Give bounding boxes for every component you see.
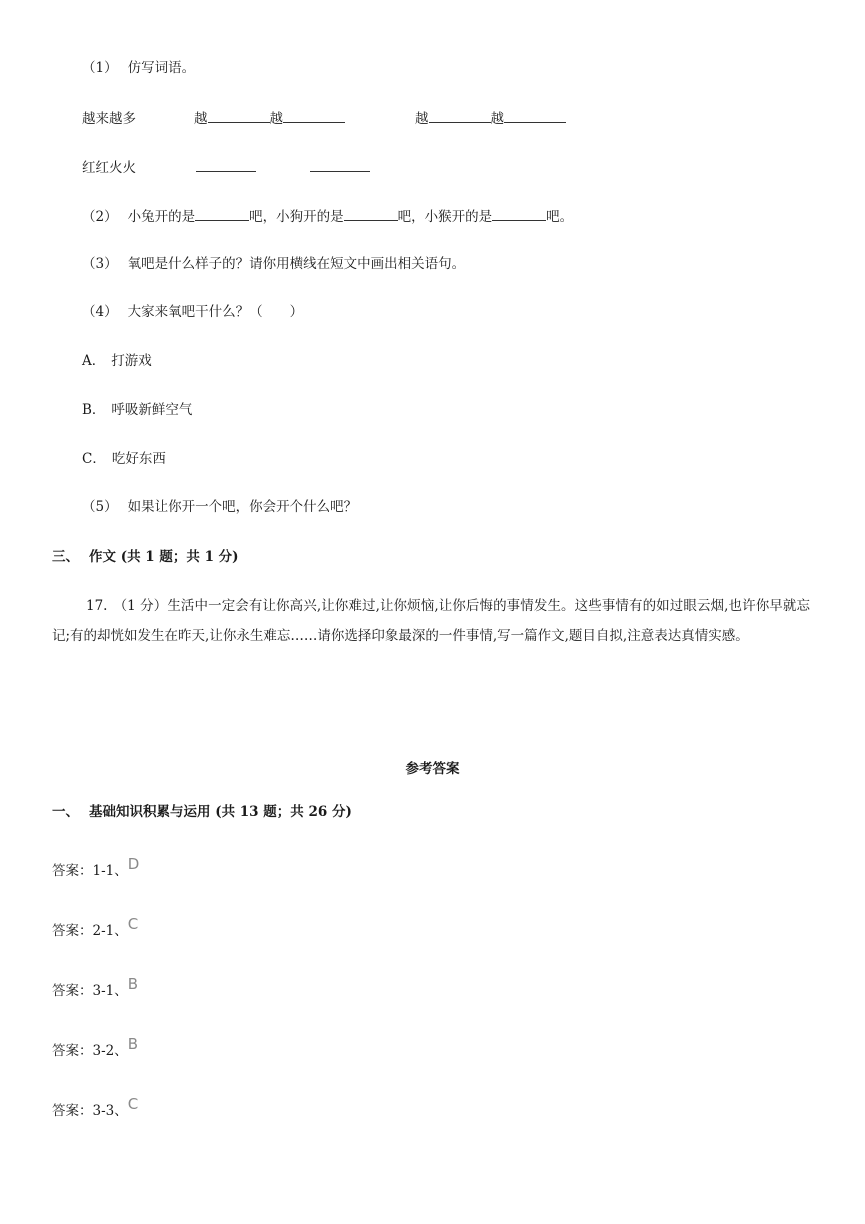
question-text: 氧吧是什么样子的？请你用横线在短文中画出相关语句。 — [127, 256, 466, 272]
answer-value: B — [127, 1035, 139, 1053]
fill-blank — [344, 205, 398, 221]
answer-value: C — [127, 1095, 139, 1113]
fill-blank — [196, 156, 256, 172]
question-points: （1 分） — [113, 598, 168, 614]
answer-value: D — [127, 855, 140, 873]
question-label: （4） — [82, 304, 118, 320]
question-text: 小兔开的是 — [127, 209, 196, 225]
word-part: 越 — [415, 111, 429, 127]
question-text: 吧。 — [546, 209, 574, 225]
option-text: 呼吸新鲜空气 — [111, 402, 193, 418]
fill-blank — [429, 107, 491, 123]
answer-item — [52, 915, 139, 941]
answer-item — [52, 855, 140, 881]
word-part: 越 — [490, 111, 504, 127]
fill-blank — [504, 107, 566, 123]
imitation-row-1 — [82, 107, 566, 129]
imitation-row-2 — [82, 156, 370, 178]
fill-blank — [195, 205, 249, 221]
answer-item — [52, 1035, 139, 1061]
example-word: 红红火火 — [82, 160, 136, 176]
question-1 — [82, 58, 195, 78]
answer-label: 答案：2-1、 — [52, 923, 128, 939]
answer-item — [52, 1095, 139, 1121]
question-4 — [82, 302, 303, 322]
option-text: 吃好东西 — [111, 451, 166, 467]
fill-blank — [310, 156, 370, 172]
question-17 — [52, 591, 810, 651]
fill-blank — [208, 107, 270, 123]
question-text: 如果让你开一个吧，你会开个什么吧？ — [127, 499, 358, 515]
answer-value: B — [127, 975, 139, 993]
question-label: （2） — [82, 209, 118, 225]
section-number: 三、 — [52, 549, 79, 565]
answer-label: 答案：3-2、 — [52, 1043, 128, 1059]
fill-blank — [492, 205, 546, 221]
fill-blank — [283, 107, 345, 123]
answers-section-1-heading — [52, 802, 352, 822]
section-3-heading — [52, 547, 239, 567]
question-text: 生活中一定会有让你高兴,让你难过,让你烦恼,让你后悔的事情发生。这些事情有的如过眼云烟,也许你早就忘记;有的却恍如发生在昨天,让你永生难忘……请你选择印象最深的一件事情,写一篇作文,题目自拟,注意表达真情实感。 — [52, 598, 810, 644]
answer-label: 答案：3-3、 — [52, 1103, 128, 1119]
option-c — [82, 449, 166, 469]
option-text: 打游戏 — [111, 353, 152, 369]
option-a — [82, 351, 152, 371]
option-b — [82, 400, 192, 420]
question-number: 17. — [86, 598, 108, 614]
option-letter: A． — [82, 353, 106, 369]
answer-item — [52, 975, 139, 1001]
word-part: 越 — [194, 111, 208, 127]
answers-title: 参考答案 — [405, 761, 460, 777]
question-2 — [82, 205, 573, 227]
answer-label: 答案：1-1、 — [52, 863, 128, 879]
question-text: 大家来氧吧干什么？（ ） — [127, 304, 304, 320]
section-title: 作文 (共 1 题；共 1 分) — [89, 549, 239, 565]
section-title: 基础知识积累与运用 (共 13 题；共 26 分) — [89, 804, 352, 820]
answer-label: 答案：3-1、 — [52, 983, 128, 999]
word-part: 越 — [269, 111, 283, 127]
example-word: 越来越多 — [82, 111, 136, 127]
question-5 — [82, 497, 357, 517]
question-label: （1） — [82, 60, 118, 76]
question-text: 仿写词语。 — [127, 60, 196, 76]
question-text: 吧，小狗开的是 — [249, 209, 344, 225]
option-letter: C． — [82, 451, 106, 467]
option-letter: B． — [82, 402, 106, 418]
question-label: （3） — [82, 256, 118, 272]
section-number: 一、 — [52, 804, 79, 820]
question-text: 吧，小猴开的是 — [397, 209, 493, 225]
answer-value: C — [127, 915, 139, 933]
question-3 — [82, 254, 465, 274]
question-label: （5） — [82, 499, 118, 515]
